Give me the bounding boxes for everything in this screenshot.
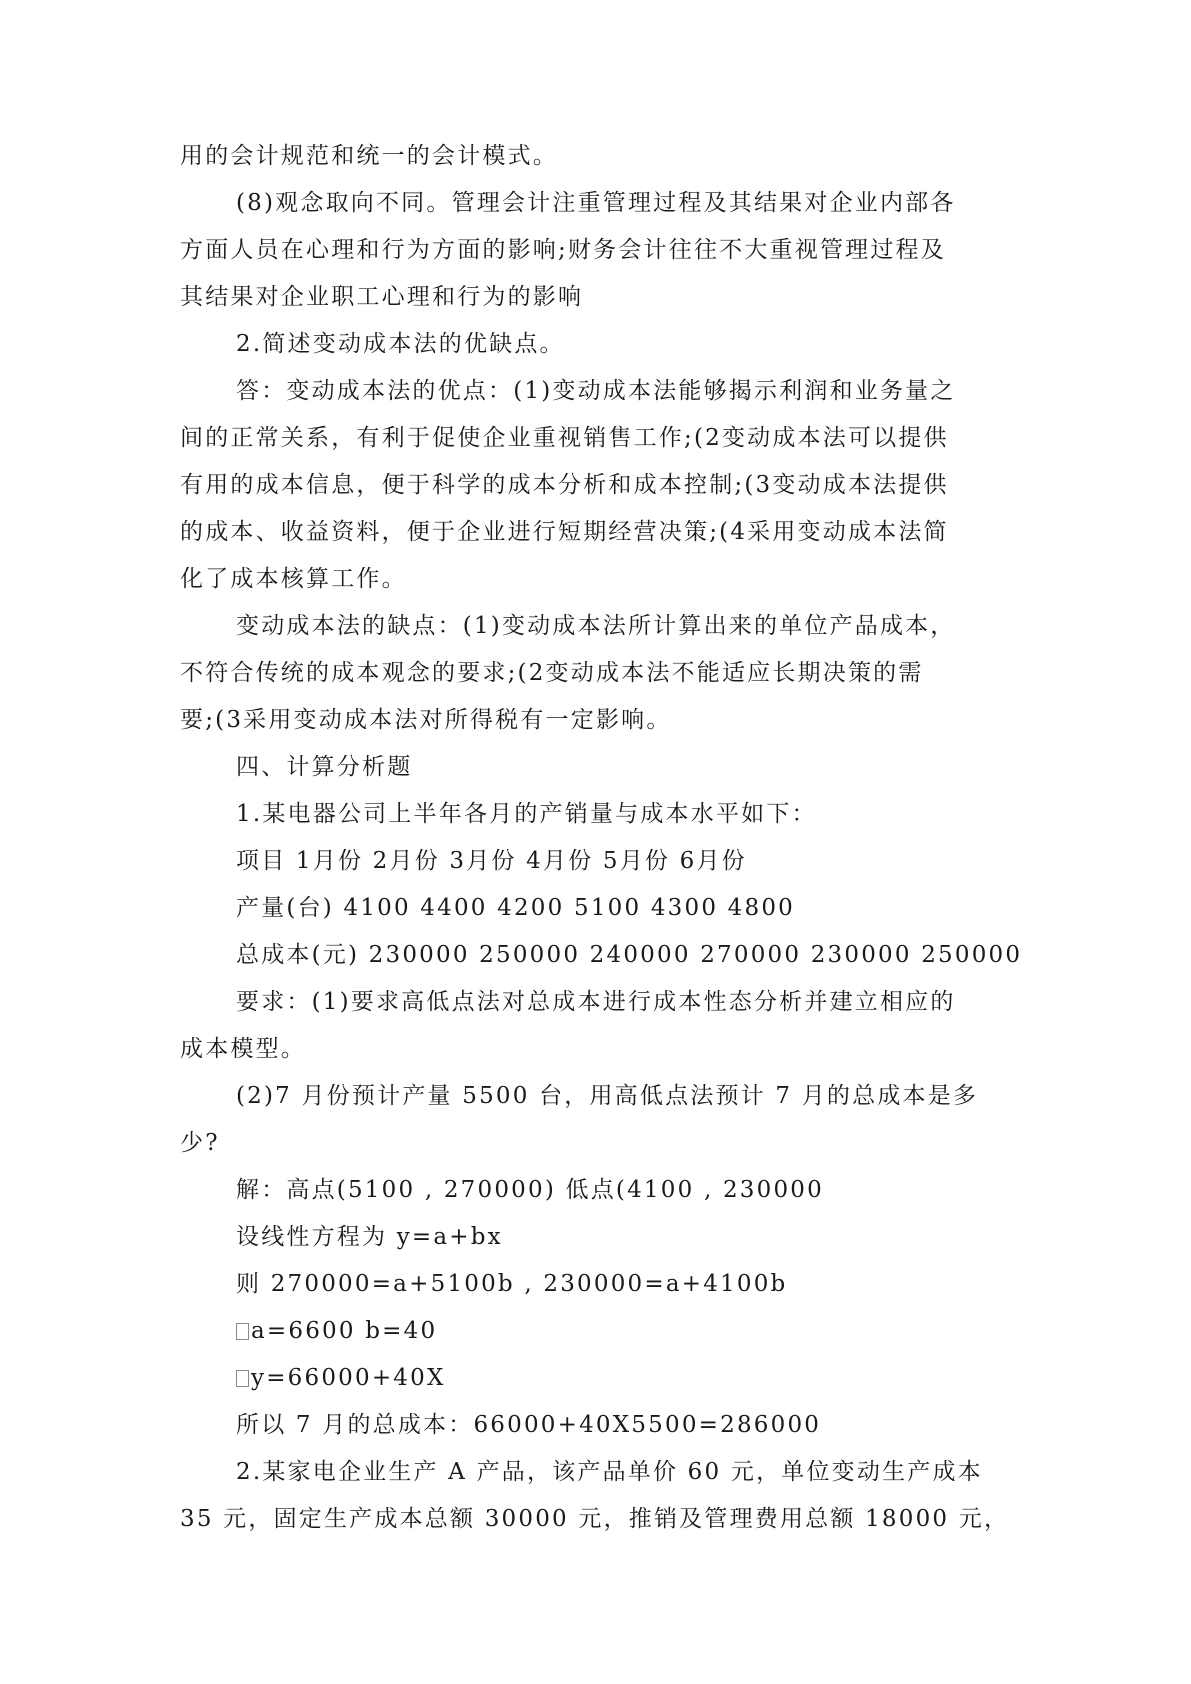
text-line bbox=[180, 321, 1016, 368]
text-line bbox=[180, 1026, 1016, 1073]
line-text: a=6600 b=40 bbox=[251, 1318, 438, 1344]
text-line bbox=[180, 1167, 1016, 1214]
line-text: 其结果对企业职工心理和行为的影响 bbox=[180, 284, 584, 310]
text-line bbox=[180, 697, 1016, 744]
line-text: y=66000+40X bbox=[251, 1365, 446, 1391]
line-text: 方面人员在心理和行为方面的影响;财务会计往往不大重视管理过程及 bbox=[180, 237, 946, 263]
text-line bbox=[180, 368, 1016, 415]
line-text: 成本模型。 bbox=[180, 1036, 306, 1062]
text-line bbox=[180, 1120, 1016, 1167]
line-text: 产量(台) 4100 4400 4200 5100 4300 4800 bbox=[236, 895, 796, 921]
line-text: 1.某电器公司上半年各月的产销量与成本水平如下： bbox=[236, 801, 817, 827]
line-text: 的成本、收益资料，便于企业进行短期经营决策;(4采用变动成本法简 bbox=[180, 519, 949, 545]
text-line bbox=[180, 791, 1016, 838]
line-text: 不符合传统的成本观念的要求;(2变动成本法不能适应长期决策的需 bbox=[180, 660, 924, 686]
text-line bbox=[180, 1308, 1016, 1355]
text-line bbox=[180, 1402, 1016, 1449]
text-line bbox=[180, 274, 1016, 321]
line-text: 有用的成本信息，便于科学的成本分析和成本控制;(3变动成本法提供 bbox=[180, 472, 949, 498]
missing-glyph-box-icon bbox=[236, 1323, 249, 1340]
text-line bbox=[180, 838, 1016, 885]
text-line bbox=[180, 744, 1016, 791]
line-text: 所以 7 月的总成本：66000+40X5500=286000 bbox=[236, 1412, 822, 1438]
text-line bbox=[180, 462, 1016, 509]
text-line bbox=[180, 509, 1016, 556]
line-text: 设线性方程为 y=a+bx bbox=[236, 1224, 503, 1250]
text-line bbox=[180, 885, 1016, 932]
text-line bbox=[180, 979, 1016, 1026]
text-line bbox=[180, 1214, 1016, 1261]
text-line bbox=[180, 415, 1016, 462]
line-text: 解：高点(5100 , 270000) 低点(4100 , 230000 bbox=[236, 1177, 824, 1203]
text-line bbox=[180, 1496, 1016, 1543]
text-line bbox=[180, 1073, 1016, 1120]
text-line bbox=[180, 556, 1016, 603]
text-line bbox=[180, 650, 1016, 697]
text-line bbox=[180, 180, 1016, 227]
text-line bbox=[180, 603, 1016, 650]
line-text: (8)观念取向不同。管理会计注重管理过程及其结果对企业内部各 bbox=[236, 190, 956, 216]
line-text: 四、计算分析题 bbox=[236, 754, 413, 780]
line-text: 35 元，固定生产成本总额 30000 元，推销及管理费用总额 18000 元， bbox=[180, 1506, 1010, 1532]
text-line bbox=[180, 227, 1016, 274]
text-line bbox=[180, 1355, 1016, 1402]
line-text: 答：变动成本法的优点：(1)变动成本法能够揭示利润和业务量之 bbox=[236, 378, 956, 404]
line-text: 要求：(1)要求高低点法对总成本进行成本性态分析并建立相应的 bbox=[236, 989, 956, 1015]
text-line bbox=[180, 1261, 1016, 1308]
line-text: 间的正常关系，有利于促使企业重视销售工作;(2变动成本法可以提供 bbox=[180, 425, 949, 451]
line-text: (2)7 月份预计产量 5500 台，用高低点法预计 7 月的总成本是多 bbox=[236, 1083, 979, 1109]
line-text: 用的会计规范和统一的会计模式。 bbox=[180, 143, 558, 169]
line-text: 变动成本法的缺点：(1)变动成本法所计算出来的单位产品成本， bbox=[236, 613, 956, 639]
line-text: 少? bbox=[180, 1130, 220, 1156]
document-body bbox=[180, 133, 1023, 1543]
text-line bbox=[180, 932, 1023, 979]
missing-glyph-box-icon bbox=[236, 1370, 249, 1387]
line-text: 总成本(元) 230000 250000 240000 270000 230000 250000 bbox=[236, 942, 1023, 968]
text-line bbox=[180, 1449, 1016, 1496]
line-text: 化了成本核算工作。 bbox=[180, 566, 407, 592]
line-text: 项目 1月份 2月份 3月份 4月份 5月份 6月份 bbox=[236, 848, 747, 874]
line-text: 则 270000=a+5100b , 230000=a+4100b bbox=[236, 1271, 788, 1297]
line-text: 要;(3采用变动成本法对所得税有一定影响。 bbox=[180, 707, 672, 733]
text-line bbox=[180, 133, 1016, 180]
line-text: 2.某家电企业生产 A 产品，该产品单价 60 元，单位变动生产成本 bbox=[236, 1459, 983, 1485]
line-text: 2.简述变动成本法的优缺点。 bbox=[236, 331, 565, 357]
